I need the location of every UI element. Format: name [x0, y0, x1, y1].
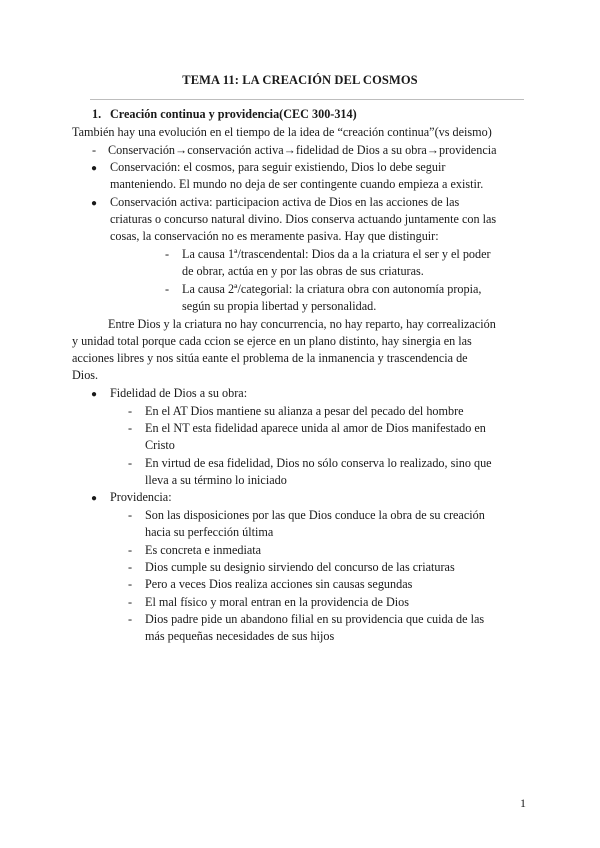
- dash-marker: -: [92, 143, 97, 157]
- fidelidad-item-2-line-1: En el NT esta fidelidad aparece unida al amor de Dios manifestado en: [145, 421, 486, 435]
- paragraph-line-3: acciones libres y nos sitúa eante el problema de la inmanencia y trascendencia de: [72, 351, 468, 365]
- section-heading: Creación continua y providencia(CEC 300-314): [110, 107, 357, 121]
- conservacion-line-2: manteniendo. El mundo no deja de ser contingente cuando empieza a existir.: [110, 177, 484, 191]
- fidelidad-label: Fidelidad de Dios a su obra:: [110, 386, 248, 400]
- intro-text: También hay una evolución en el tiempo de la idea de “creación continua”(vs deismo): [72, 125, 492, 139]
- dash-marker: -: [128, 421, 133, 435]
- section-number: 1.: [92, 107, 102, 121]
- dash-marker: -: [128, 508, 133, 522]
- fidelidad-item-1: En el AT Dios mantiene su alianza a pesar del pecado del hombre: [145, 404, 464, 418]
- fidelidad-item-3-line-1: En virtud de esa fidelidad, Dios no sólo conserva lo realizado, sino que: [145, 456, 492, 470]
- providencia-item-6-line-1: Dios padre pide un abandono filial en su providencia que cuida de las: [145, 612, 485, 626]
- dash-marker: -: [165, 247, 170, 261]
- dash-marker: -: [165, 282, 170, 296]
- dash-marker: -: [128, 404, 133, 418]
- causa-segunda-line-2: según su propia libertad y personalidad.: [182, 299, 377, 313]
- providencia-label: Providencia:: [110, 490, 172, 504]
- causa-segunda-line-1: La causa 2ª/categorial: la criatura obra con autonomía propia,: [182, 282, 482, 296]
- providencia-item-3: Dios cumple su designio sirviendo del concurso de las criaturas: [145, 560, 455, 574]
- providencia-item-6-line-2: más pequeñas necesidades de sus hijos: [145, 629, 335, 643]
- activa-line-2: criaturas o concurso natural divino. Dios conserva actuando juntamente con las: [110, 212, 497, 226]
- providencia-item-4: Pero a veces Dios realiza acciones sin causas segundas: [145, 577, 413, 591]
- paragraph-line-2: y unidad total porque cada ccion se ejerce en un plano distinto, hay sinergia en las: [72, 334, 472, 348]
- conservacion-line-1: Conservación: el cosmos, para seguir existiendo, Dios lo debe seguir: [110, 160, 446, 174]
- conservation-chain: Conservación→conservación activa→fidelidad de Dios a su obra→providencia: [108, 143, 497, 157]
- dash-marker: -: [128, 577, 133, 591]
- bullet-icon: ●: [91, 389, 98, 400]
- bullet-icon: ●: [91, 198, 98, 209]
- activa-line-3: cosas, la conservación no es meramente pasiva. Hay que distinguir:: [110, 229, 439, 243]
- fidelidad-item-2-line-2: Cristo: [145, 438, 175, 452]
- page-number: 1: [520, 796, 526, 810]
- page-title: TEMA 11: LA CREACIÓN DEL COSMOS: [182, 73, 418, 87]
- causa-primera-line-1: La causa 1ª/trascendental: Dios da a la criatura el ser y el poder: [182, 247, 491, 261]
- bullet-icon: ●: [91, 163, 98, 174]
- providencia-item-1-line-2: hacia su perfección última: [145, 525, 274, 539]
- causa-primera-line-2: de obrar, actúa en y por las obras de sus criaturas.: [182, 264, 424, 278]
- providencia-item-1-line-1: Son las disposiciones por las que Dios conduce la obra de su creación: [145, 508, 485, 522]
- dash-marker: -: [128, 560, 133, 574]
- providencia-item-2: Es concreta e inmediata: [145, 543, 262, 557]
- dash-marker: -: [128, 543, 133, 557]
- activa-line-1: Conservación activa: participacion activa de Dios en las acciones de las: [110, 195, 460, 209]
- fidelidad-item-3-line-2: lleva a su término lo iniciado: [145, 473, 287, 487]
- title-divider: [90, 99, 524, 100]
- bullet-icon: ●: [91, 493, 98, 504]
- providencia-item-5: El mal físico y moral entran en la providencia de Dios: [145, 595, 409, 609]
- dash-marker: -: [128, 595, 133, 609]
- paragraph-line-4: Dios.: [72, 368, 99, 382]
- dash-marker: -: [128, 456, 133, 470]
- dash-marker: -: [128, 612, 133, 626]
- paragraph-line-1: Entre Dios y la criatura no hay concurrencia, no hay reparto, hay correalización: [108, 317, 496, 331]
